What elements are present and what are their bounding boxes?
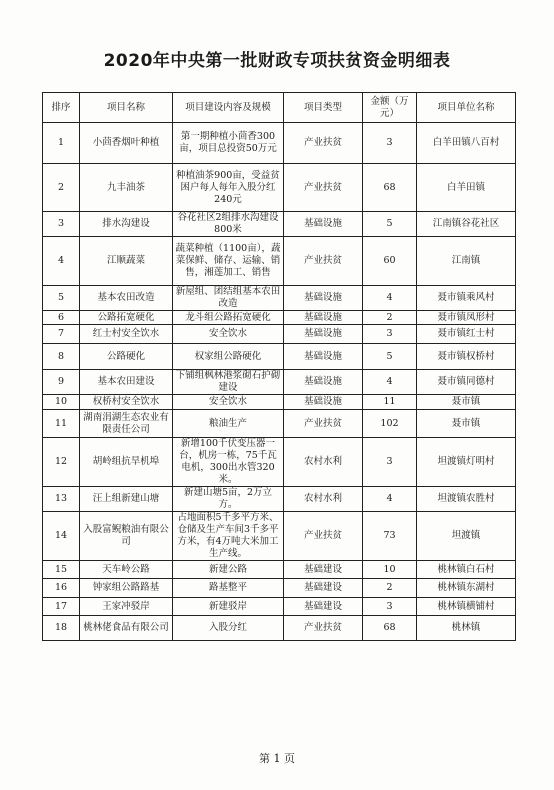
page-number: 第 1 页 — [259, 752, 295, 765]
unit-name-cell: 聂市镇凤形村 — [417, 311, 516, 325]
unit-name-cell: 白羊田镇 — [417, 164, 516, 212]
table-row — [43, 410, 516, 438]
project-content-cell: 龙斗组公路拓宽硬化 — [173, 311, 284, 325]
table-header-row — [43, 93, 516, 123]
project-content-cell: 权家组公路硬化 — [173, 344, 284, 370]
project-type-cell: 基础设施 — [284, 370, 363, 395]
unit-name-cell: 桃林镇横铺村 — [417, 598, 516, 616]
project-name-cell: 小茴香烟叶种植 — [80, 123, 173, 164]
row-index-cell: 7 — [43, 325, 80, 344]
project-content-cell: 入股分红 — [173, 616, 284, 641]
table-row — [43, 212, 516, 237]
project-type-cell: 基础设施 — [284, 311, 363, 325]
unit-name-cell: 桃林镇东湖村 — [417, 579, 516, 598]
row-index-cell: 12 — [43, 438, 80, 487]
row-index-cell: 17 — [43, 598, 80, 616]
unit-name-cell: 聂市镇权桥村 — [417, 344, 516, 370]
table-row — [43, 616, 516, 641]
unit-name-cell: 江南镇 — [417, 237, 516, 286]
project-content-cell: 第一期种植小茴香300亩，项目总投资50万元 — [173, 123, 284, 164]
project-type-cell: 基础建设 — [284, 598, 363, 616]
project-name-cell: 钟家组公路路基 — [80, 579, 173, 598]
project-type-cell: 产业扶贫 — [284, 164, 363, 212]
project-content-cell: 蔬菜种植（1100亩），蔬菜保鲜、储存、运输、销售，湘莲加工、销售 — [173, 237, 284, 286]
table-row — [43, 512, 516, 561]
row-index-cell: 11 — [43, 410, 80, 438]
unit-name-cell: 坦渡镇 — [417, 512, 516, 561]
amount-cell: 68 — [363, 164, 417, 212]
amount-cell: 5 — [363, 212, 417, 237]
amount-cell: 68 — [363, 616, 417, 641]
project-type-cell: 产业扶贫 — [284, 512, 363, 561]
project-name-cell: 王家冲驳岸 — [80, 598, 173, 616]
page-title: 2020年中央第一批财政专项扶贫资金明细表 — [103, 51, 451, 71]
amount-cell: 2 — [363, 579, 417, 598]
table-row — [43, 487, 516, 512]
amount-cell: 3 — [363, 598, 417, 616]
row-index-cell: 15 — [43, 561, 80, 579]
project-content-cell: 路基整平 — [173, 579, 284, 598]
fund-table — [42, 92, 516, 641]
row-index-cell: 3 — [43, 212, 80, 237]
amount-cell: 73 — [363, 512, 417, 561]
project-content-cell: 下铺组枫林港浆砌石护砌建设 — [173, 370, 284, 395]
header-index: 排序 — [43, 93, 80, 123]
unit-name-cell: 江南镇谷花社区 — [417, 212, 516, 237]
project-name-cell: 基本农田改造 — [80, 286, 173, 311]
header-project-name: 项目名称 — [80, 93, 173, 123]
amount-cell: 60 — [363, 237, 417, 286]
project-type-cell: 基础设施 — [284, 395, 363, 410]
amount-cell: 2 — [363, 311, 417, 325]
project-content-cell: 占地面积5千多平方米、仓储及生产车间3千多平方米，有4万吨大米加工生产线。 — [173, 512, 284, 561]
project-type-cell: 基础建设 — [284, 561, 363, 579]
table-row — [43, 123, 516, 164]
table-row — [43, 237, 516, 286]
project-type-cell: 产业扶贫 — [284, 616, 363, 641]
table-row — [43, 325, 516, 344]
row-index-cell: 4 — [43, 237, 80, 286]
unit-name-cell: 聂市镇 — [417, 395, 516, 410]
project-name-cell: 公路拓宽硬化 — [80, 311, 173, 325]
project-name-cell: 桃林佬食品有限公司 — [80, 616, 173, 641]
project-name-cell: 权桥村安全饮水 — [80, 395, 173, 410]
header-amount: 金额（万元） — [363, 93, 417, 123]
row-index-cell: 9 — [43, 370, 80, 395]
unit-name-cell: 坦渡镇农胜村 — [417, 487, 516, 512]
project-content-cell: 粮油生产 — [173, 410, 284, 438]
row-index-cell: 8 — [43, 344, 80, 370]
project-name-cell: 汪上组新建山塘 — [80, 487, 173, 512]
table-row — [43, 598, 516, 616]
amount-cell: 102 — [363, 410, 417, 438]
amount-cell: 3 — [363, 325, 417, 344]
project-content-cell: 种植油茶900亩，受益贫困户每人每年入股分红240元 — [173, 164, 284, 212]
row-index-cell: 1 — [43, 123, 80, 164]
unit-name-cell: 聂市镇同德村 — [417, 370, 516, 395]
amount-cell: 11 — [363, 395, 417, 410]
table-row — [43, 286, 516, 311]
amount-cell: 5 — [363, 344, 417, 370]
project-name-cell: 排水沟建设 — [80, 212, 173, 237]
project-type-cell: 基础设施 — [284, 325, 363, 344]
project-content-cell: 安全饮水 — [173, 395, 284, 410]
table-row — [43, 438, 516, 487]
project-name-cell: 公路硬化 — [80, 344, 173, 370]
table-row — [43, 579, 516, 598]
project-name-cell: 红士村安全饮水 — [80, 325, 173, 344]
amount-cell: 3 — [363, 123, 417, 164]
project-name-cell: 基本农田建设 — [80, 370, 173, 395]
project-content-cell: 新建驳岸 — [173, 598, 284, 616]
project-name-cell: 天车岭公路 — [80, 561, 173, 579]
amount-cell: 4 — [363, 370, 417, 395]
row-index-cell: 5 — [43, 286, 80, 311]
project-type-cell: 产业扶贫 — [284, 237, 363, 286]
project-name-cell: 胡岭组抗旱机埠 — [80, 438, 173, 487]
unit-name-cell: 坦渡镇灯明村 — [417, 438, 516, 487]
unit-name-cell: 聂市镇红士村 — [417, 325, 516, 344]
amount-cell: 3 — [363, 438, 417, 487]
table-row — [43, 164, 516, 212]
project-type-cell: 基础设施 — [284, 344, 363, 370]
project-content-cell: 新增100千伏变压器一台，机房一栋，75千瓦电机，300出水管320米。 — [173, 438, 284, 487]
header-type: 项目类型 — [284, 93, 363, 123]
amount-cell: 10 — [363, 561, 417, 579]
project-content-cell: 谷花社区2组排水沟建设800米 — [173, 212, 284, 237]
project-type-cell: 农村水利 — [284, 487, 363, 512]
table-row — [43, 344, 516, 370]
unit-name-cell: 白羊田镇八百村 — [417, 123, 516, 164]
row-index-cell: 14 — [43, 512, 80, 561]
row-index-cell: 10 — [43, 395, 80, 410]
unit-name-cell: 桃林镇 — [417, 616, 516, 641]
header-content: 项目建设内容及规模 — [173, 93, 284, 123]
row-index-cell: 16 — [43, 579, 80, 598]
project-type-cell: 产业扶贫 — [284, 123, 363, 164]
project-content-cell: 新建公路 — [173, 561, 284, 579]
project-type-cell: 产业扶贫 — [284, 410, 363, 438]
row-index-cell: 6 — [43, 311, 80, 325]
row-index-cell: 2 — [43, 164, 80, 212]
unit-name-cell: 聂市镇乘风村 — [417, 286, 516, 311]
project-type-cell: 基础建设 — [284, 579, 363, 598]
amount-cell: 4 — [363, 286, 417, 311]
project-type-cell: 基础设施 — [284, 212, 363, 237]
row-index-cell: 18 — [43, 616, 80, 641]
project-name-cell: 入股富鲵粮油有限公司 — [80, 512, 173, 561]
header-unit: 项目单位名称 — [417, 93, 516, 123]
table-row — [43, 370, 516, 395]
amount-cell: 4 — [363, 487, 417, 512]
project-type-cell: 基础设施 — [284, 286, 363, 311]
project-name-cell: 湖南涓湖生态农业有限责任公司 — [80, 410, 173, 438]
project-content-cell: 安全饮水 — [173, 325, 284, 344]
project-content-cell: 新屋组、团结组基本农田改造 — [173, 286, 284, 311]
project-name-cell: 江顺蔬菜 — [80, 237, 173, 286]
unit-name-cell: 桃林镇白石村 — [417, 561, 516, 579]
table-row — [43, 561, 516, 579]
unit-name-cell: 聂市镇 — [417, 410, 516, 438]
project-content-cell: 新建山塘5亩，2万立方。 — [173, 487, 284, 512]
row-index-cell: 13 — [43, 487, 80, 512]
project-name-cell: 九丰油茶 — [80, 164, 173, 212]
table-row — [43, 311, 516, 325]
project-type-cell: 农村水利 — [284, 438, 363, 487]
table-row — [43, 395, 516, 410]
